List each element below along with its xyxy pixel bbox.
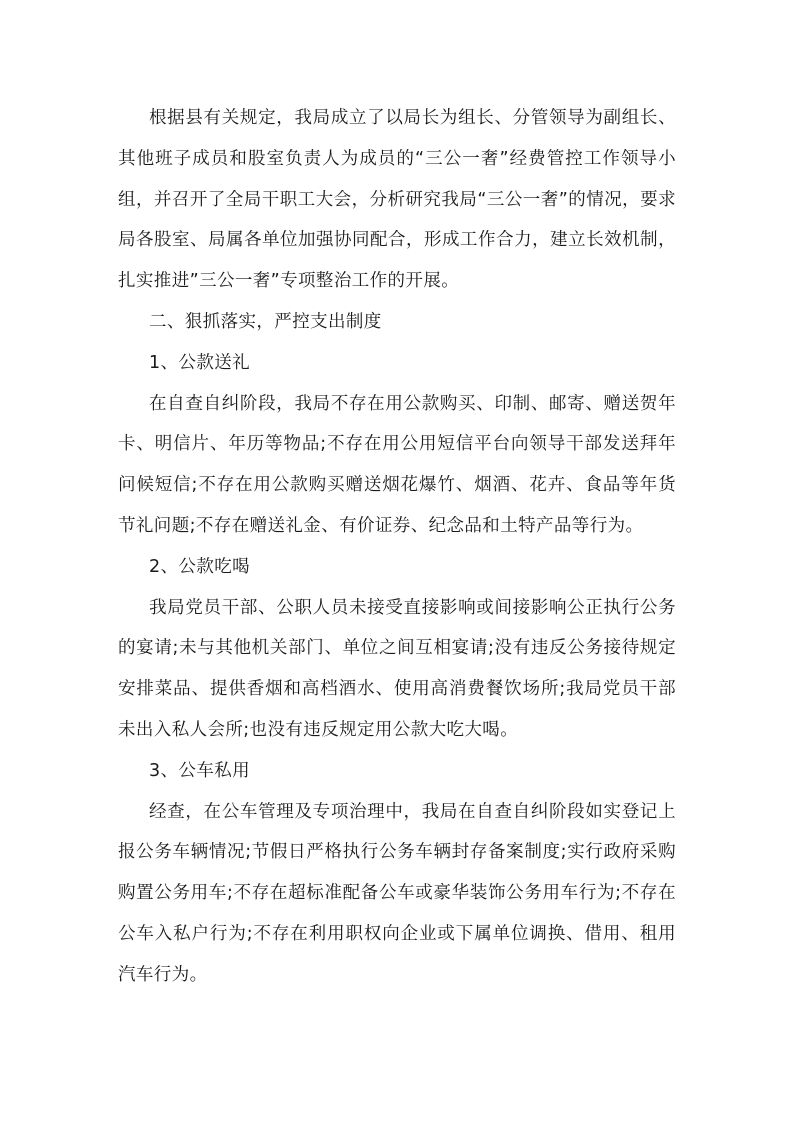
intro-paragraph: 根据县有关规定，我局成立了以局长为组长、分管领导为副组长、其他班子成员和股室负责人为成员的“三公一奢”经费管控工作领导小组，并召开了全局干职工大会，分析研究我局“三公一奢”的情况，要求局各股室、局属各单位加强协同配合，形成工作合力，建立长效机制，扎实推进”三公一奢”专项整治工作的开展。 xyxy=(118,108,676,292)
document-body xyxy=(118,98,676,996)
dining-paragraph: 我局党员干部、公职人员未接受直接影响或间接影响公正执行公务的宴请;未与其他机关部门、单位之间互相宴请;没有违反公务接待规定安排菜品、提供香烟和高档酒水、使用高消费餐饮场所;我局党员干部未出入私人会所;也没有违反规定用公款大吃大喝。 xyxy=(118,597,676,740)
subheading-dining: 2、公款吃喝 xyxy=(149,556,251,577)
subheading-gift: 1、公款送礼 xyxy=(149,352,251,373)
section-heading-2: 二、狠抓落实，严控支出制度 xyxy=(149,311,382,332)
gift-paragraph: 在自查自纠阶段，我局不存在用公款购买、印制、邮寄、赠送贺年卡、明信片、年历等物品;不存在用公用短信平台向领导干部发送拜年问候短信;不存在用公款购买赠送烟花爆竹、烟酒、花卉、食品等年货节礼问题;不存在赠送礼金、有价证券、纪念品和土特产品等行为。 xyxy=(118,393,676,536)
vehicle-paragraph: 经查，在公车管理及专项治理中，我局在自查自纠阶段如实登记上报公务车辆情况;节假日严格执行公务车辆封存备案制度;实行政府采购购置公务用车;不存在超标准配备公车或豪华装饰公务用车行为;不存在公车入私户行为;不存在利用职权向企业或下属单位调换、借用、租用汽车行为。 xyxy=(118,801,676,985)
subheading-vehicle: 3、公车私用 xyxy=(149,760,251,781)
